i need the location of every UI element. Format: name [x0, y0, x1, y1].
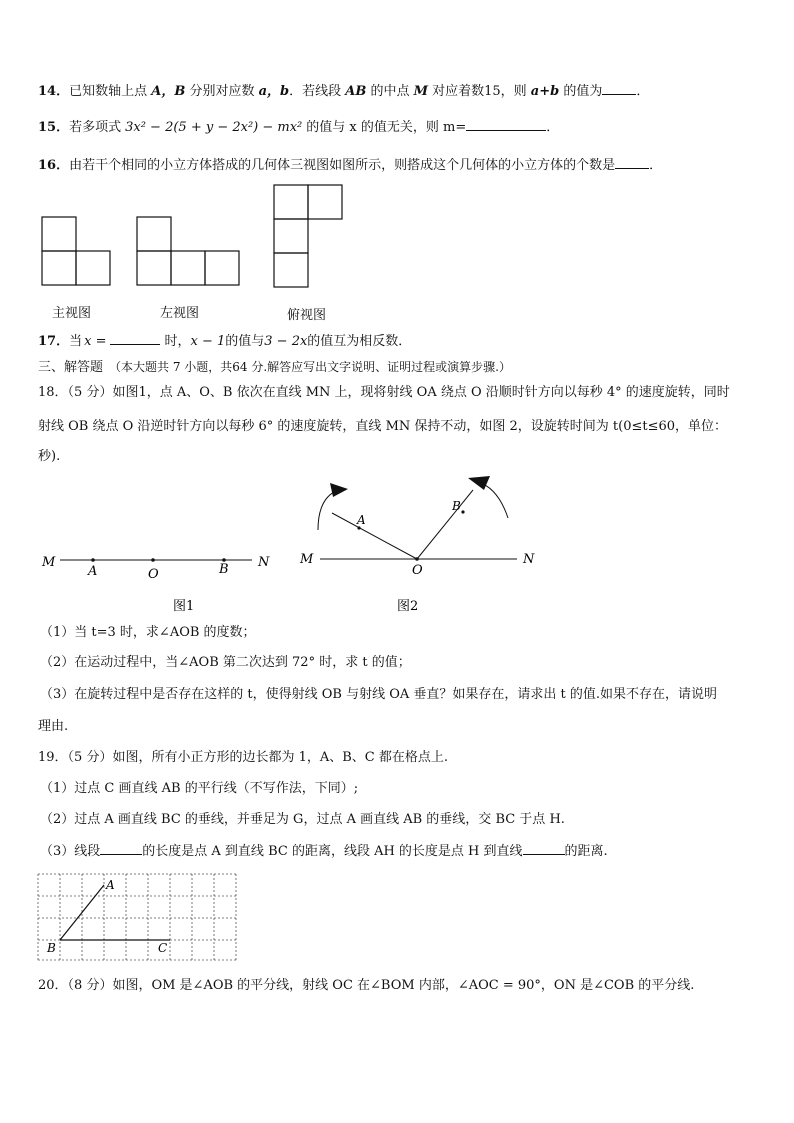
left-view [137, 217, 239, 285]
answer-blank[interactable] [523, 842, 565, 855]
front-view [42, 217, 110, 285]
q19-sub1: （1）过点 C 画直线 AB 的平行线（不写作法，下同）; [40, 781, 359, 796]
q18-figures [0, 470, 560, 620]
q18-line1: 18．（5 分）如图1，点 A、O、B 依次在直线 MN 上，现将射线 OA 绕点 O 沿顺时针方向以每秒 4° 的速度旋转，同时 [38, 385, 730, 400]
answer-blank[interactable] [110, 332, 160, 345]
answer-blank[interactable] [615, 156, 649, 169]
q18-sub1: （1）当 t=3 时，求∠AOB 的度数； [40, 625, 256, 640]
q19-grid-figure [0, 868, 260, 964]
section-heading [38, 358, 511, 377]
q15-line: 15．若多项式 3x² − 2(5 + y − 2x²) − mx² 的值与 x 的值无关，则 m= ． [38, 120, 560, 135]
q17-number: 17． [38, 334, 70, 349]
q18-sub3a: （3）在旋转过程中是否存在这样的 t，使得射线 OB 与射线 OA 垂直？如果存在，请求出 t 的值.如果不存在，请说明 [40, 687, 718, 702]
section-title: 三、解答题 [38, 360, 104, 375]
fig1-label-M: M [42, 555, 56, 570]
q17-line: 17．当 x = 时，x − 1的值与3 − 2x的值互为相反数． [38, 334, 412, 349]
section-note: （本大题共 7 小题，共64 分.解答应写出文字说明、证明过程或演算步骤.） [109, 360, 511, 374]
top-view [274, 185, 342, 287]
left-view-label: 左视图 [160, 306, 200, 321]
grid-label-B: B [47, 941, 56, 955]
q20-line1: 20．（8 分）如图，OM 是∠AOB 的平分线，射线 OC 在∠BOM 内部，∠AOC = 90°，ON 是∠COB 的平分线. [38, 978, 695, 993]
grid-label-C: C [158, 941, 168, 955]
fig2-label-M: M [300, 552, 314, 567]
q16-line: 16．由若干个相同的小立方体搭成的几何体三视图如图所示，则搭成这个几何体的小立方体的个数是 ． [38, 158, 663, 173]
q18-line2: 射线 OB 绕点 O 沿逆时针方向以每秒 6° 的速度旋转，直线 MN 保持不动，如图 2，设旋转时间为 t(0≤t≤60，单位： [38, 419, 728, 434]
q14-number: 14． [38, 84, 70, 99]
q18-sub2: （2）在运动过程中，当∠AOB 第二次达到 72° 时，求 t 的值； [40, 655, 411, 670]
three-views-figure [0, 180, 380, 290]
fig1-label-N: N [258, 555, 270, 570]
fig2-label-N: N [523, 552, 535, 567]
fig2-label-B: B [452, 499, 461, 513]
q19-sub2: （2）过点 A 画直线 BC 的垂线，并垂足为 G，过点 A 画直线 AB 的垂线，交 BC 于点 H. [40, 812, 565, 827]
fig1-label-B: B [219, 562, 229, 577]
rotation-arrows [330, 476, 490, 497]
front-view-label: 主视图 [52, 306, 92, 321]
answer-blank[interactable] [602, 82, 636, 95]
segments-AB-BC [60, 885, 170, 940]
fig1-caption: 图1 [173, 599, 195, 614]
grid-label-A: A [106, 878, 115, 892]
dotted-grid [38, 874, 236, 960]
answer-blank[interactable] [466, 118, 546, 131]
q15-number: 15． [38, 120, 70, 135]
q16-number: 16． [38, 158, 70, 173]
figure-2 [318, 482, 517, 559]
q19-sub3: （3）线段 的长度是点 A 到直线 BC 的距离，线段 AH 的长度是点 H 到直线 的距离. [40, 844, 608, 859]
q14-line: 14．已知数轴上点 A，B 分别对应数 a，b．若线段 AB 的中点 M 对应着数15，则 a+b 的值为 ． [38, 84, 650, 99]
q18-line3: 秒). [38, 449, 61, 464]
polynomial: 3x² − 2(5 + y − 2x²) − mx² [125, 120, 303, 135]
answer-blank[interactable] [100, 842, 142, 855]
fig2-caption: 图2 [397, 599, 419, 614]
fig1-label-A: A [88, 564, 98, 579]
q18-sub3b: 理由. [38, 719, 69, 734]
fig1-label-O: O [148, 567, 159, 582]
top-view-label: 俯视图 [287, 308, 327, 323]
fig2-label-A: A [357, 513, 366, 527]
fig2-label-O: O [412, 563, 423, 578]
q19-line1: 19．（5 分）如图，所有小正方形的边长都为 1，A、B、C 都在格点上. [38, 750, 449, 765]
